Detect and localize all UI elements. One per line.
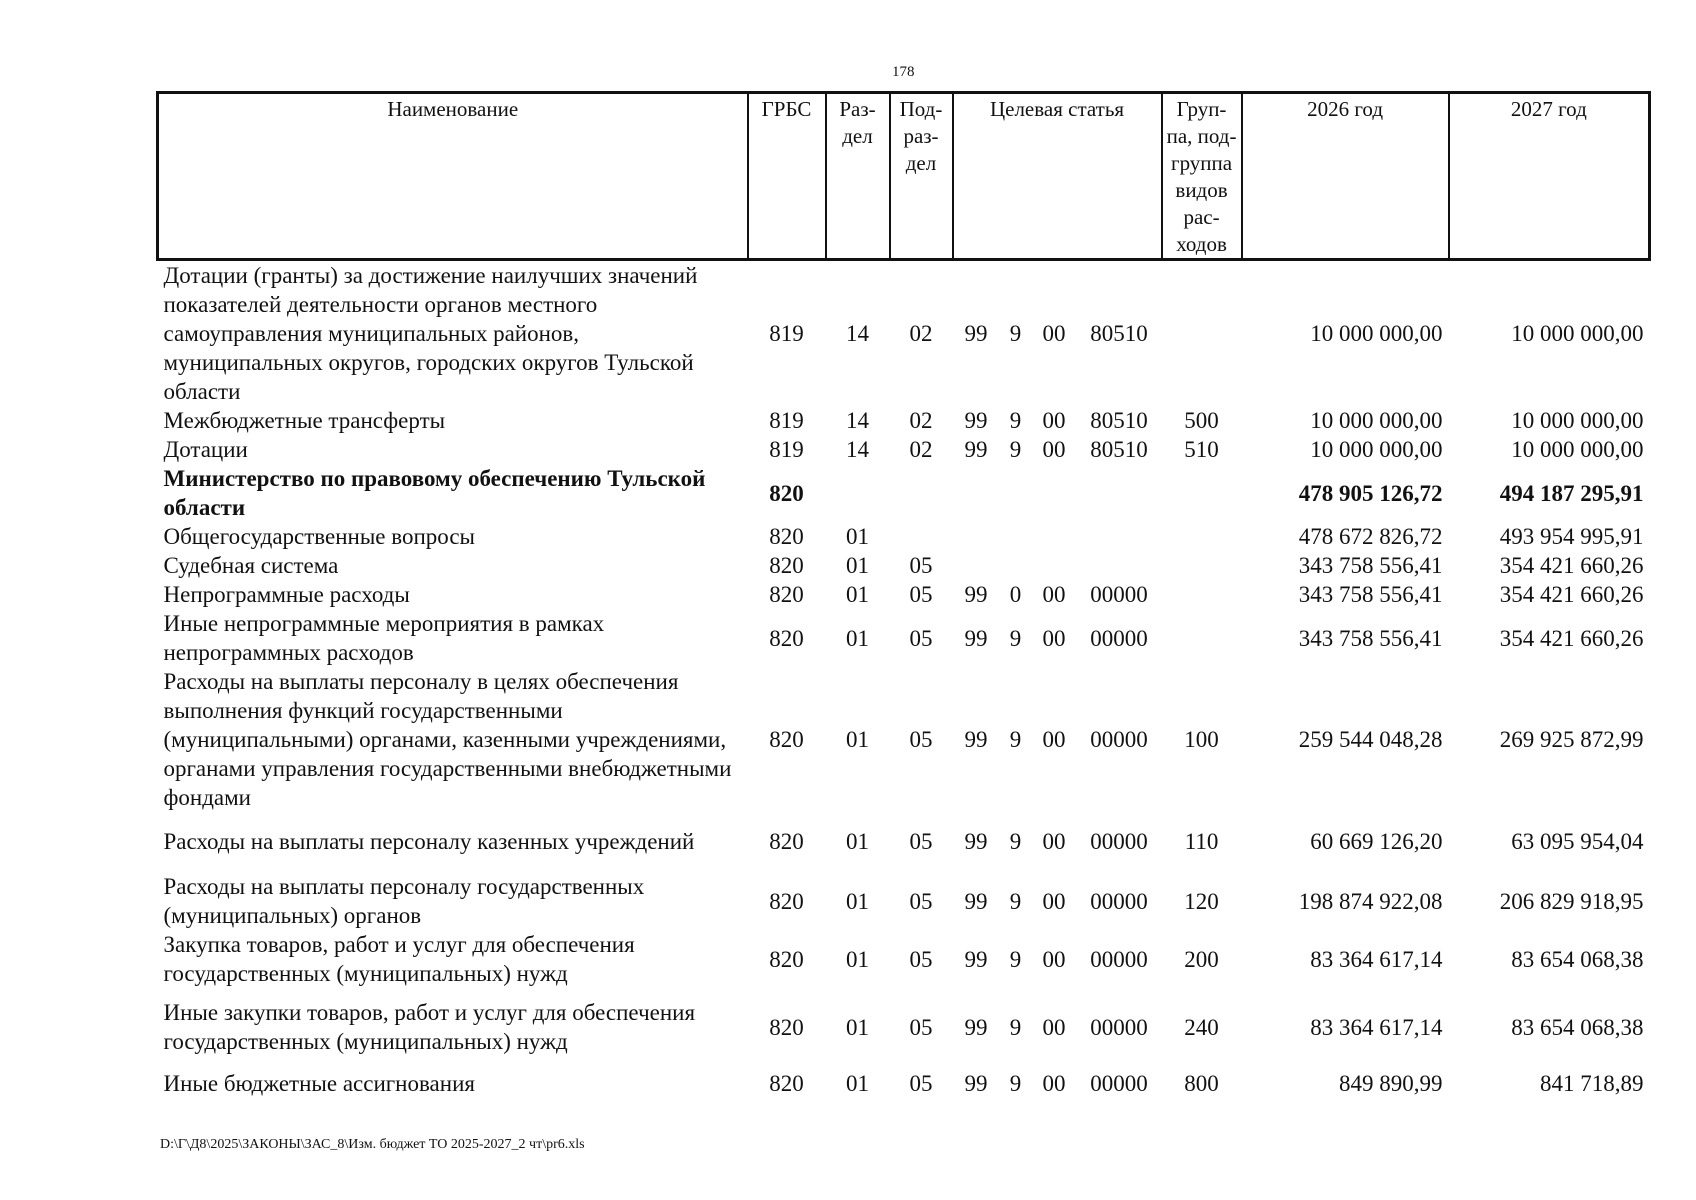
row-target-subprogram: 00 <box>1042 1070 1066 1096</box>
row-name: Иные закупки товаров, работ и услуг для обеспечения государственных (муниципальных) нужд <box>163 1000 696 1054</box>
row-podrazdel: 05 <box>909 946 933 972</box>
row-grbs: 819 <box>769 408 804 433</box>
row-target-program: 99 <box>964 625 988 651</box>
row-razdel: 01 <box>846 888 869 914</box>
row-target-direction: 00000 <box>1090 946 1148 972</box>
row-razdel: 01 <box>846 828 869 854</box>
row-target-subprogram: 00 <box>1042 437 1066 462</box>
row-target-subprogram: 00 <box>1042 888 1066 914</box>
row-grbs: 820 <box>769 1014 804 1040</box>
row-name: Общегосударственные вопросы <box>163 524 475 549</box>
table-row <box>158 522 1650 551</box>
row-target-program: 99 <box>964 828 988 854</box>
row-podrazdel: 02 <box>909 437 933 462</box>
table-row <box>158 609 1650 667</box>
row-expense-group: 510 <box>1184 437 1219 462</box>
row-value-2026: 83 364 617,14 <box>1310 1014 1443 1040</box>
row-target-program: 99 <box>964 727 988 752</box>
table-row <box>158 406 1650 435</box>
row-value-2026: 343 758 556,41 <box>1298 582 1443 607</box>
row-target-direction: 00000 <box>1090 582 1148 607</box>
row-target-type: 9 <box>1009 408 1022 433</box>
row-value-2026: 259 544 048,28 <box>1298 727 1443 752</box>
row-grbs: 819 <box>769 321 804 346</box>
row-razdel: 01 <box>846 946 869 972</box>
row-target-direction: 00000 <box>1090 888 1148 914</box>
row-razdel: 14 <box>846 321 869 346</box>
table-header-row <box>158 93 1650 260</box>
row-grbs: 820 <box>769 727 804 752</box>
row-target-program: 99 <box>964 1070 988 1096</box>
budget-table-container <box>156 91 1648 1110</box>
row-value-2026: 198 874 922,08 <box>1298 888 1443 914</box>
row-expense-group <box>1162 551 1242 580</box>
row-value-2027: 10 000 000,00 <box>1511 321 1644 346</box>
table-row <box>158 435 1650 464</box>
row-name: Закупка товаров, работ и услуг для обеспечения государственных (муниципальных) нужд <box>163 932 635 986</box>
row-razdel: 01 <box>846 582 869 607</box>
row-value-2026: 478 672 826,72 <box>1298 524 1443 549</box>
table-row <box>158 988 1650 1056</box>
row-target-program <box>953 522 1000 551</box>
row-value-2026: 478 905 126,72 <box>1298 480 1443 506</box>
row-target-direction <box>1077 522 1162 551</box>
row-name: Дотации <box>163 437 248 462</box>
row-grbs: 820 <box>769 828 804 854</box>
row-value-2027: 354 421 660,26 <box>1499 625 1644 651</box>
row-name: Дотации (гранты) за достижение наилучших значений показателей деятельности органов местного самоуправления муниципальных районов, муниципальных округов, городских округов Тульской области <box>163 263 698 404</box>
row-expense-group: 120 <box>1184 888 1219 914</box>
row-target-program: 99 <box>964 321 988 346</box>
row-podrazdel: 05 <box>909 553 933 578</box>
row-podrazdel: 05 <box>909 1014 933 1040</box>
row-expense-group <box>1162 260 1242 407</box>
row-target-program: 99 <box>964 437 988 462</box>
row-target-direction: 80510 <box>1090 408 1148 433</box>
row-name: Расходы на выплаты персоналу государственных (муниципальных) органов <box>163 874 645 928</box>
row-expense-group: 110 <box>1184 828 1219 854</box>
row-value-2027: 83 654 068,38 <box>1511 1014 1644 1040</box>
header-2027: 2027 год <box>1449 93 1650 260</box>
row-razdel: 01 <box>846 524 869 549</box>
header-2026: 2026 год <box>1242 93 1449 260</box>
row-name: Непрограммные расходы <box>163 582 410 607</box>
table-row <box>158 812 1650 866</box>
row-grbs: 820 <box>769 524 804 549</box>
row-value-2027: 354 421 660,26 <box>1499 582 1644 607</box>
row-podrazdel: 05 <box>909 582 933 607</box>
row-value-2026: 60 669 126,20 <box>1310 828 1443 854</box>
row-target-direction: 00000 <box>1090 1070 1148 1096</box>
row-name: Расходы на выплаты персоналу в целях обеспечения выполнения функций государственными (муниципальными) органами, казенными учреждениями, органами управления государственными внебюджетными фондами <box>163 669 732 810</box>
row-target-type: 9 <box>1009 321 1022 346</box>
table-row <box>158 930 1650 988</box>
row-razdel <box>826 464 890 522</box>
row-target-program: 99 <box>964 1014 988 1040</box>
row-target-subprogram: 00 <box>1042 582 1066 607</box>
row-name: Судебная система <box>163 553 339 578</box>
row-target-type: 9 <box>1009 1014 1022 1040</box>
row-target-subprogram: 00 <box>1042 727 1066 752</box>
row-target-type <box>1000 551 1032 580</box>
row-target-direction: 00000 <box>1090 828 1148 854</box>
row-podrazdel: 05 <box>909 828 933 854</box>
row-podrazdel: 02 <box>909 321 933 346</box>
row-value-2027: 10 000 000,00 <box>1511 437 1644 462</box>
row-name: Министерство по правовому обеспечению Тульской области <box>163 466 706 520</box>
row-target-type <box>1000 464 1032 522</box>
row-razdel: 14 <box>846 437 869 462</box>
row-razdel: 01 <box>846 1014 869 1040</box>
row-target-subprogram <box>1032 522 1077 551</box>
row-grbs: 820 <box>769 480 804 506</box>
header-target-article: Целевая статья <box>953 93 1162 260</box>
row-target-program <box>953 464 1000 522</box>
row-target-direction: 80510 <box>1090 321 1148 346</box>
row-target-subprogram: 00 <box>1042 625 1066 651</box>
row-grbs: 820 <box>769 888 804 914</box>
row-value-2026: 10 000 000,00 <box>1310 408 1443 433</box>
header-razdel: Раз- дел <box>826 93 890 260</box>
row-name: Иные непрограммные мероприятия в рамках непрограммных расходов <box>163 611 605 665</box>
row-grbs: 820 <box>769 582 804 607</box>
row-podrazdel: 05 <box>909 727 933 752</box>
row-podrazdel: 05 <box>909 888 933 914</box>
row-target-direction: 80510 <box>1090 437 1148 462</box>
row-expense-group: 100 <box>1184 727 1219 752</box>
row-target-direction: 00000 <box>1090 1014 1148 1040</box>
table-row <box>158 260 1650 407</box>
row-grbs: 819 <box>769 437 804 462</box>
row-target-program: 99 <box>964 946 988 972</box>
header-expense-group: Груп- па, под- группа видов рас- ходов <box>1162 93 1242 260</box>
row-value-2027: 206 829 918,95 <box>1499 888 1644 914</box>
page-number: 178 <box>892 64 915 80</box>
row-expense-group: 240 <box>1184 1014 1219 1040</box>
row-value-2026: 10 000 000,00 <box>1310 321 1443 346</box>
row-value-2027: 10 000 000,00 <box>1511 408 1644 433</box>
row-target-type <box>1000 522 1032 551</box>
row-target-program: 99 <box>964 888 988 914</box>
row-grbs: 820 <box>769 625 804 651</box>
row-target-program: 99 <box>964 582 988 607</box>
row-value-2027: 494 187 295,91 <box>1499 480 1644 506</box>
row-target-direction: 00000 <box>1090 625 1148 651</box>
row-value-2027: 354 421 660,26 <box>1499 553 1644 578</box>
row-razdel: 01 <box>846 553 869 578</box>
row-target-direction <box>1077 551 1162 580</box>
row-target-type: 9 <box>1009 1070 1022 1096</box>
row-value-2027: 493 954 995,91 <box>1499 524 1644 549</box>
row-value-2027: 83 654 068,38 <box>1511 946 1644 972</box>
row-target-direction <box>1077 464 1162 522</box>
row-target-type: 9 <box>1009 946 1022 972</box>
row-value-2027: 269 925 872,99 <box>1499 727 1644 752</box>
row-podrazdel: 02 <box>909 408 933 433</box>
header-grbs: ГРБС <box>748 93 826 260</box>
table-row <box>158 464 1650 522</box>
table-row <box>158 580 1650 609</box>
row-grbs: 820 <box>769 1070 804 1096</box>
row-name: Межбюджетные трансферты <box>163 408 446 433</box>
row-target-subprogram <box>1032 551 1077 580</box>
row-expense-group <box>1162 522 1242 551</box>
row-target-direction: 00000 <box>1090 727 1148 752</box>
row-target-program <box>953 551 1000 580</box>
row-value-2026: 849 890,99 <box>1339 1070 1443 1096</box>
row-target-subprogram: 00 <box>1042 1014 1066 1040</box>
row-value-2026: 83 364 617,14 <box>1310 946 1443 972</box>
row-razdel: 01 <box>846 625 869 651</box>
table-row <box>158 1056 1650 1110</box>
header-podrazdel: Под- раз- дел <box>890 93 953 260</box>
row-target-type: 9 <box>1009 888 1022 914</box>
row-podrazdel: 05 <box>909 625 933 651</box>
row-target-type: 0 <box>1009 582 1022 607</box>
row-value-2027: 63 095 954,04 <box>1511 828 1644 854</box>
row-expense-group: 500 <box>1184 408 1219 433</box>
row-name: Расходы на выплаты персоналу казенных учреждений <box>163 828 695 854</box>
row-expense-group <box>1162 609 1242 667</box>
row-grbs: 820 <box>769 553 804 578</box>
row-name: Иные бюджетные ассигнования <box>163 1070 475 1096</box>
row-expense-group: 200 <box>1184 946 1219 972</box>
row-grbs: 820 <box>769 946 804 972</box>
row-value-2026: 10 000 000,00 <box>1310 437 1443 462</box>
row-expense-group <box>1162 464 1242 522</box>
row-target-type: 9 <box>1009 727 1022 752</box>
row-razdel: 14 <box>846 408 869 433</box>
row-target-type: 9 <box>1009 828 1022 854</box>
table-row <box>158 667 1650 812</box>
row-podrazdel <box>890 464 953 522</box>
row-expense-group <box>1162 580 1242 609</box>
row-target-subprogram: 00 <box>1042 408 1066 433</box>
header-name: Наименование <box>158 93 748 260</box>
row-expense-group: 800 <box>1184 1070 1219 1096</box>
row-target-type: 9 <box>1009 625 1022 651</box>
row-razdel: 01 <box>846 1070 869 1096</box>
row-razdel: 01 <box>846 727 869 752</box>
row-value-2026: 343 758 556,41 <box>1298 625 1443 651</box>
row-target-type: 9 <box>1009 437 1022 462</box>
row-target-subprogram <box>1032 464 1077 522</box>
table-row <box>158 551 1650 580</box>
row-podrazdel <box>890 522 953 551</box>
row-value-2026: 343 758 556,41 <box>1298 553 1443 578</box>
file-path-footer: D:\Г\Д8\2025\ЗАКОНЫ\ЗАС_8\Изм. бюджет ТО 2025-2027_2 чт\pr6.xls <box>160 1137 585 1152</box>
row-value-2027: 841 718,89 <box>1540 1070 1644 1096</box>
row-podrazdel: 05 <box>909 1070 933 1096</box>
budget-table <box>156 91 1651 1110</box>
row-target-subprogram: 00 <box>1042 828 1066 854</box>
table-body <box>158 260 1650 1111</box>
row-target-program: 99 <box>964 408 988 433</box>
row-target-subprogram: 00 <box>1042 321 1066 346</box>
row-target-subprogram: 00 <box>1042 946 1066 972</box>
table-row <box>158 866 1650 930</box>
